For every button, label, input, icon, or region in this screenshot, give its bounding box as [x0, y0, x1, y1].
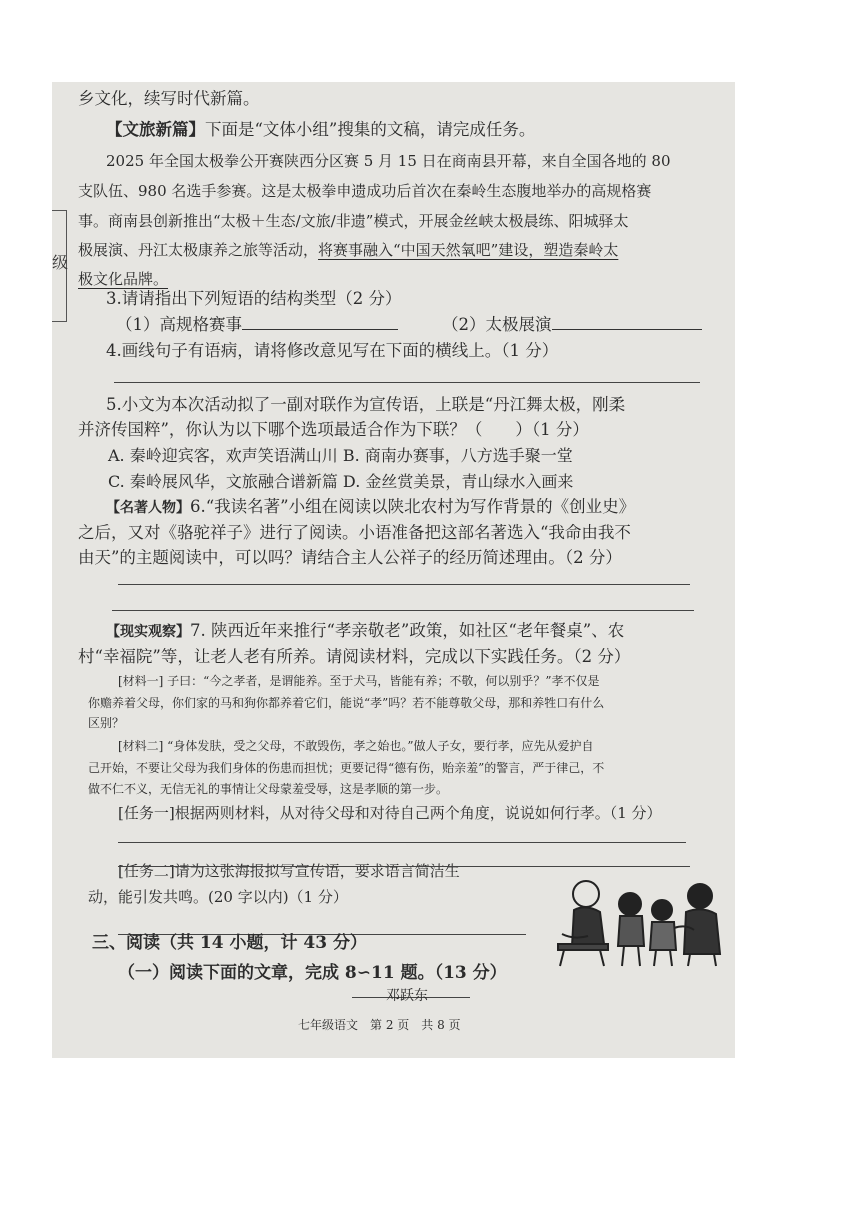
underlined-sentence-end: 极文化品牌。	[78, 270, 169, 288]
section-tag: 【现实观察】	[106, 624, 190, 640]
section-3-heading: 三、阅读（共 14 小题，计 43 分）	[92, 933, 367, 953]
question-7-line-1	[106, 620, 624, 643]
answer-line[interactable]	[118, 866, 690, 867]
task-2-line-1: [任务二]请为这张海报拟写宣传语，要求语言简洁生	[118, 862, 460, 880]
question-3-2	[442, 314, 702, 336]
question-3-2-label: （2）太极展演	[442, 315, 552, 334]
question-6-text: 6.“我读名著”小组在阅读以陕北农村为写作背景的《创业史》	[190, 497, 636, 516]
answer-line[interactable]	[118, 842, 686, 843]
section-tag: 【文旅新篇】	[106, 120, 205, 139]
article-line-1: 2025 年全国太极拳公开赛陕西分区赛 5 月 15 日在商南县开幕，来自全国各地的 80	[106, 152, 671, 170]
question-5-line-2: 并济传国粹”，你认为以下哪个选项最适合作为下联？（ ）（1 分）	[78, 420, 589, 439]
material-2-line-1: [材料二] “身体发肤，受之父母，不敢毁伤，孝之始也。”做人子女，要行孝，应先从爱护自	[118, 739, 594, 753]
question-3: 3.请请指出下列短语的结构类型（2 分）	[106, 289, 402, 308]
binding-margin-char: 级	[52, 253, 69, 272]
article-line-2: 支队伍、980 名选手参赛。这是太极拳申遗成功后首次在秦岭生态腹地举办的高规格赛	[78, 182, 652, 200]
question-7-line-2: 村“幸福院”等，让老人老有所养。请阅读材料，完成以下实践任务。（2 分）	[78, 647, 631, 666]
article-line-3: 事。商南县创新推出“太极＋生态/文旅/非遗”模式，开展金丝峡太极晨练、阳城驿太	[78, 212, 629, 230]
family-illustration	[544, 874, 734, 970]
material-1-line-3: 区别？	[88, 716, 125, 730]
answer-blank[interactable]	[242, 315, 398, 330]
page-footer: 七年级语文 第 2 页 共 8 页	[298, 1018, 461, 1032]
answer-line[interactable]	[114, 382, 700, 383]
intro-line: 乡文化，续写时代新篇。	[78, 89, 260, 108]
article-line-4	[78, 239, 618, 261]
answer-blank[interactable]	[552, 315, 702, 330]
section-3-1-heading: （一）阅读下面的文章，完成 8∽11 题。（13 分）	[118, 963, 507, 983]
question-5-line-1: 5.小文为本次活动拟了一副对联作为宣传语，上联是“丹江舞太极，刚柔	[106, 395, 626, 414]
question-6-line-1	[106, 496, 635, 519]
article-author: 邓跃东	[386, 988, 428, 1004]
task-2-line-2: 动，能引发共鸣。(20 字以内)（1 分）	[88, 888, 348, 906]
section-tag: 【名著人物】	[106, 500, 190, 516]
question-4: 4.画线句子有语病，请将修改意见写在下面的横线上。（1 分）	[106, 341, 559, 360]
section-text: 下面是“文体小组”搜集的文稿，请完成任务。	[205, 120, 536, 139]
material-1-line-2: 你赡养着父母，你们家的马和狗你都养着它们，能说“孝”吗？若不能尊敬父母，那和养牲口有什么	[88, 696, 605, 710]
task-1: [任务一]根据两则材料，从对待父母和对待自己两个角度，说说如何行孝。（1 分）	[118, 804, 662, 822]
question-3-1	[116, 314, 398, 336]
material-1-line-1: [材料一] 子曰：“今之孝者，是谓能养。至于犬马，皆能有养；不敬，何以别乎？”孝不仅是	[118, 674, 600, 688]
underlined-sentence: 将赛事融入“中国天然氧吧”建设，塑造秦岭太	[318, 241, 619, 259]
section-wenlv-heading	[106, 119, 535, 141]
exam-page	[52, 82, 735, 1058]
question-6-line-3: 由天”的主题阅读中，可以吗？请结合主人公祥子的经历简述理由。（2 分）	[78, 548, 622, 567]
answer-line[interactable]	[112, 610, 694, 611]
option-c-d: C. 秦岭展风华，文旅融合谱新篇 D. 金丝赏美景，青山绿水入画来	[108, 472, 574, 491]
material-2-line-3: 做不仁不义，无信无礼的事情让父母蒙羞受辱，这是孝顺的第一步。	[88, 782, 449, 796]
answer-line[interactable]	[118, 584, 690, 585]
question-6-line-2: 之后，又对《骆驼祥子》进行了阅读。小语准备把这部名著选入“我命由我不	[78, 523, 631, 542]
article-plain-text: 极展演、丹江太极康养之旅等活动，	[78, 241, 319, 259]
material-2-line-2: 己开始，不要让父母为我们身体的伤患而担忧；更要记得“德有伤，贻亲羞”的警言，严于律己，不	[88, 761, 605, 775]
question-7-text: 7. 陕西近年来推行“孝亲敬老”政策，如社区“老年餐桌”、农	[190, 621, 625, 640]
question-3-1-label: （1）高规格赛事	[116, 315, 242, 334]
option-a-b: A. 秦岭迎宾客，欢声笑语满山川 B. 商南办赛事，八方选手聚一堂	[108, 446, 573, 465]
